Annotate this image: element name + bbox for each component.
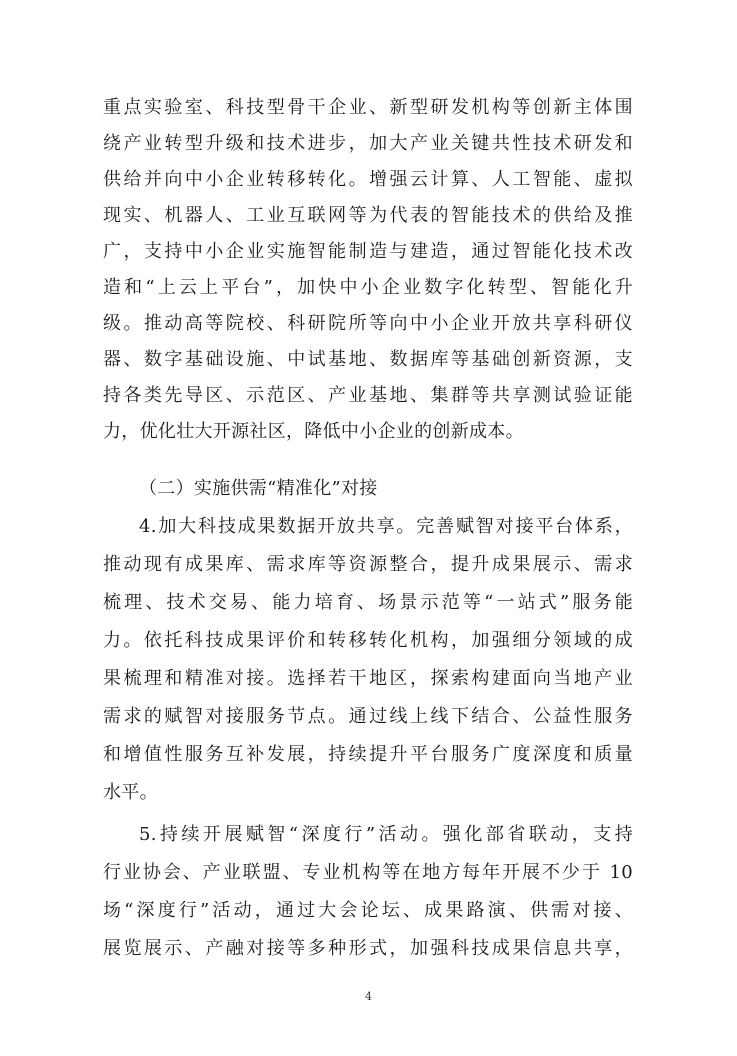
paragraph-line: 展览展示、产融对接等多种形式，加强科技成果信息共享， xyxy=(103,938,633,959)
paragraph-line: 广，支持中小企业实施智能制造与建造，通过智能化技术改 xyxy=(103,241,633,262)
section-heading: （二）实施供需“精准化”对接 xyxy=(139,478,378,499)
paragraph-line: 和增值性服务互补发展，持续提升平台服务广度深度和质量 xyxy=(103,744,633,765)
paragraph-line: 级。推动高等院校、科研院所等向中小企业开放共享科研仪 xyxy=(103,313,633,334)
paragraph-line: 需求的赋智对接服务节点。通过线上线下结合、公益性服务 xyxy=(103,706,633,727)
paragraph-line: 行业协会、产业联盟、专业机构等在地方每年开展不少于 10 xyxy=(103,862,633,883)
paragraph-line: 果梳理和精准对接。选择若干地区，探索构建面向当地产业 xyxy=(103,668,633,689)
paragraph-line: 现实、机器人、工业互联网等为代表的智能技术的供给及推 xyxy=(103,205,633,226)
paragraph-line: 持各类先导区、示范区、产业基地、集群等共享测试验证能 xyxy=(103,385,633,406)
paragraph-line: 力。依托科技成果评价和转移转化机构，加强细分领域的成 xyxy=(103,630,633,651)
paragraph-line: 绕产业转型升级和技术进步，加大产业关键共性技术研发和 xyxy=(103,133,633,154)
paragraph-line: 推动现有成果库、需求库等资源整合，提升成果展示、需求 xyxy=(103,554,633,575)
paragraph-line: 4.加大科技成果数据开放共享。完善赋智对接平台体系， xyxy=(139,516,633,537)
paragraph-line: 5.持续开展赋智“深度行”活动。强化部省联动，支持 xyxy=(139,824,633,845)
paragraph-line: 力，优化壮大开源社区，降低中小企业的创新成本。 xyxy=(103,421,524,442)
paragraph-line: 梳理、技术交易、能力培育、场景示范等“一站式”服务能 xyxy=(103,592,633,613)
paragraph-line: 场“深度行”活动，通过大会论坛、成果路演、供需对接、 xyxy=(103,900,633,921)
paragraph-line: 造和“上云上平台”，加快中小企业数字化转型、智能化升 xyxy=(103,277,633,298)
page-number: 4 xyxy=(365,990,372,1003)
paragraph-line: 水平。 xyxy=(103,782,158,803)
paragraph-line: 重点实验室、科技型骨干企业、新型研发机构等创新主体围 xyxy=(103,97,633,118)
paragraph-line: 器、数字基础设施、中试基地、数据库等基础创新资源，支 xyxy=(103,349,633,370)
paragraph-line: 供给并向中小企业转移转化。增强云计算、人工智能、虚拟 xyxy=(103,169,633,190)
